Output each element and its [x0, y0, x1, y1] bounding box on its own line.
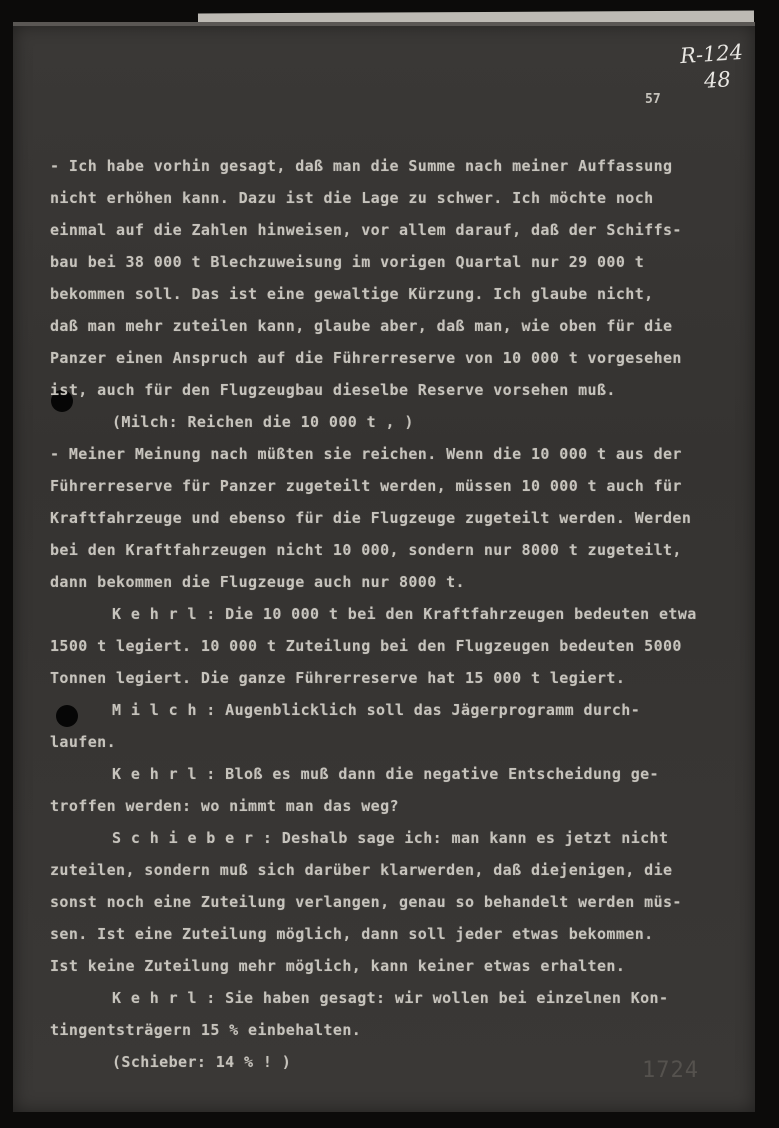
text-line: sonst noch eine Zuteilung verlangen, genau so behandelt werden müs-	[50, 893, 682, 911]
text-line: M i l c h : Augenblicklich soll das Jägerprogramm durch-	[112, 701, 641, 719]
handwritten-number: 48	[703, 67, 732, 93]
text-line: 1500 t legiert. 10 000 t Zuteilung bei den Flugzeugen bedeuten 5000	[50, 637, 682, 655]
text-line: - Ich habe vorhin gesagt, daß man die Summe nach meiner Auffassung	[50, 157, 673, 175]
punch-hole-lower	[56, 705, 78, 727]
text-line: zuteilen, sondern muß sich darüber klarwerden, daß diejenigen, die	[50, 861, 673, 879]
page-number: 57	[645, 92, 661, 107]
text-line: bau bei 38 000 t Blechzuweisung im vorigen Quartal nur 29 000 t	[50, 253, 645, 271]
text-line: laufen.	[50, 733, 117, 751]
text-line: nicht erhöhen kann. Dazu ist die Lage zu schwer. Ich möchte noch	[50, 189, 654, 207]
text-line: Führerreserve für Panzer zugeteilt werden, müssen 10 000 t auch für	[50, 477, 682, 495]
text-line: K e h r l : Bloß es muß dann die negative Entscheidung ge-	[112, 765, 659, 783]
text-line: K e h r l : Sie haben gesagt: wir wollen bei einzelnen Kon-	[112, 989, 669, 1007]
text-line: sen. Ist eine Zuteilung möglich, dann soll jeder etwas bekommen.	[50, 925, 654, 943]
text-line: Ist keine Zuteilung mehr möglich, kann keiner etwas erhalten.	[50, 957, 626, 975]
handwritten-reference: R-124	[679, 39, 744, 69]
archive-stamp-number: 1724	[642, 1058, 699, 1083]
text-line: daß man mehr zuteilen kann, glaube aber, daß man, wie oben für die	[50, 317, 673, 335]
text-line: ist, auch für den Flugzeugbau dieselbe Reserve vorsehen muß.	[50, 381, 616, 399]
text-line: Tonnen legiert. Die ganze Führerreserve hat 15 000 t legiert.	[50, 669, 626, 687]
text-line: troffen werden: wo nimmt man das weg?	[50, 797, 399, 815]
text-line: tingentsträgern 15 % einbehalten.	[50, 1021, 362, 1039]
text-line: bei den Kraftfahrzeugen nicht 10 000, sondern nur 8000 t zugeteilt,	[50, 541, 682, 559]
text-line: S c h i e b e r : Deshalb sage ich: man kann es jetzt nicht	[112, 829, 669, 847]
text-line: Panzer einen Anspruch auf die Führerreserve von 10 000 t vorgesehen	[50, 349, 682, 367]
text-line: einmal auf die Zahlen hinweisen, vor allem darauf, daß der Schiffs-	[50, 221, 682, 239]
text-line: Kraftfahrzeuge und ebenso für die Flugzeuge zugeteilt werden. Werden	[50, 509, 692, 527]
text-line: (Milch: Reichen die 10 000 t , )	[112, 413, 414, 431]
text-line: (Schieber: 14 % ! )	[112, 1053, 292, 1071]
text-line: dann bekommen die Flugzeuge auch nur 8000 t.	[50, 573, 465, 591]
text-line: - Meiner Meinung nach müßten sie reichen. Wenn die 10 000 t aus der	[50, 445, 682, 463]
document-page	[13, 24, 755, 1112]
text-line: K e h r l : Die 10 000 t bei den Kraftfahrzeugen bedeuten etwa	[112, 605, 697, 623]
page-top-edge	[13, 22, 755, 26]
text-line: bekommen soll. Das ist eine gewaltige Kürzung. Ich glaube nicht,	[50, 285, 654, 303]
